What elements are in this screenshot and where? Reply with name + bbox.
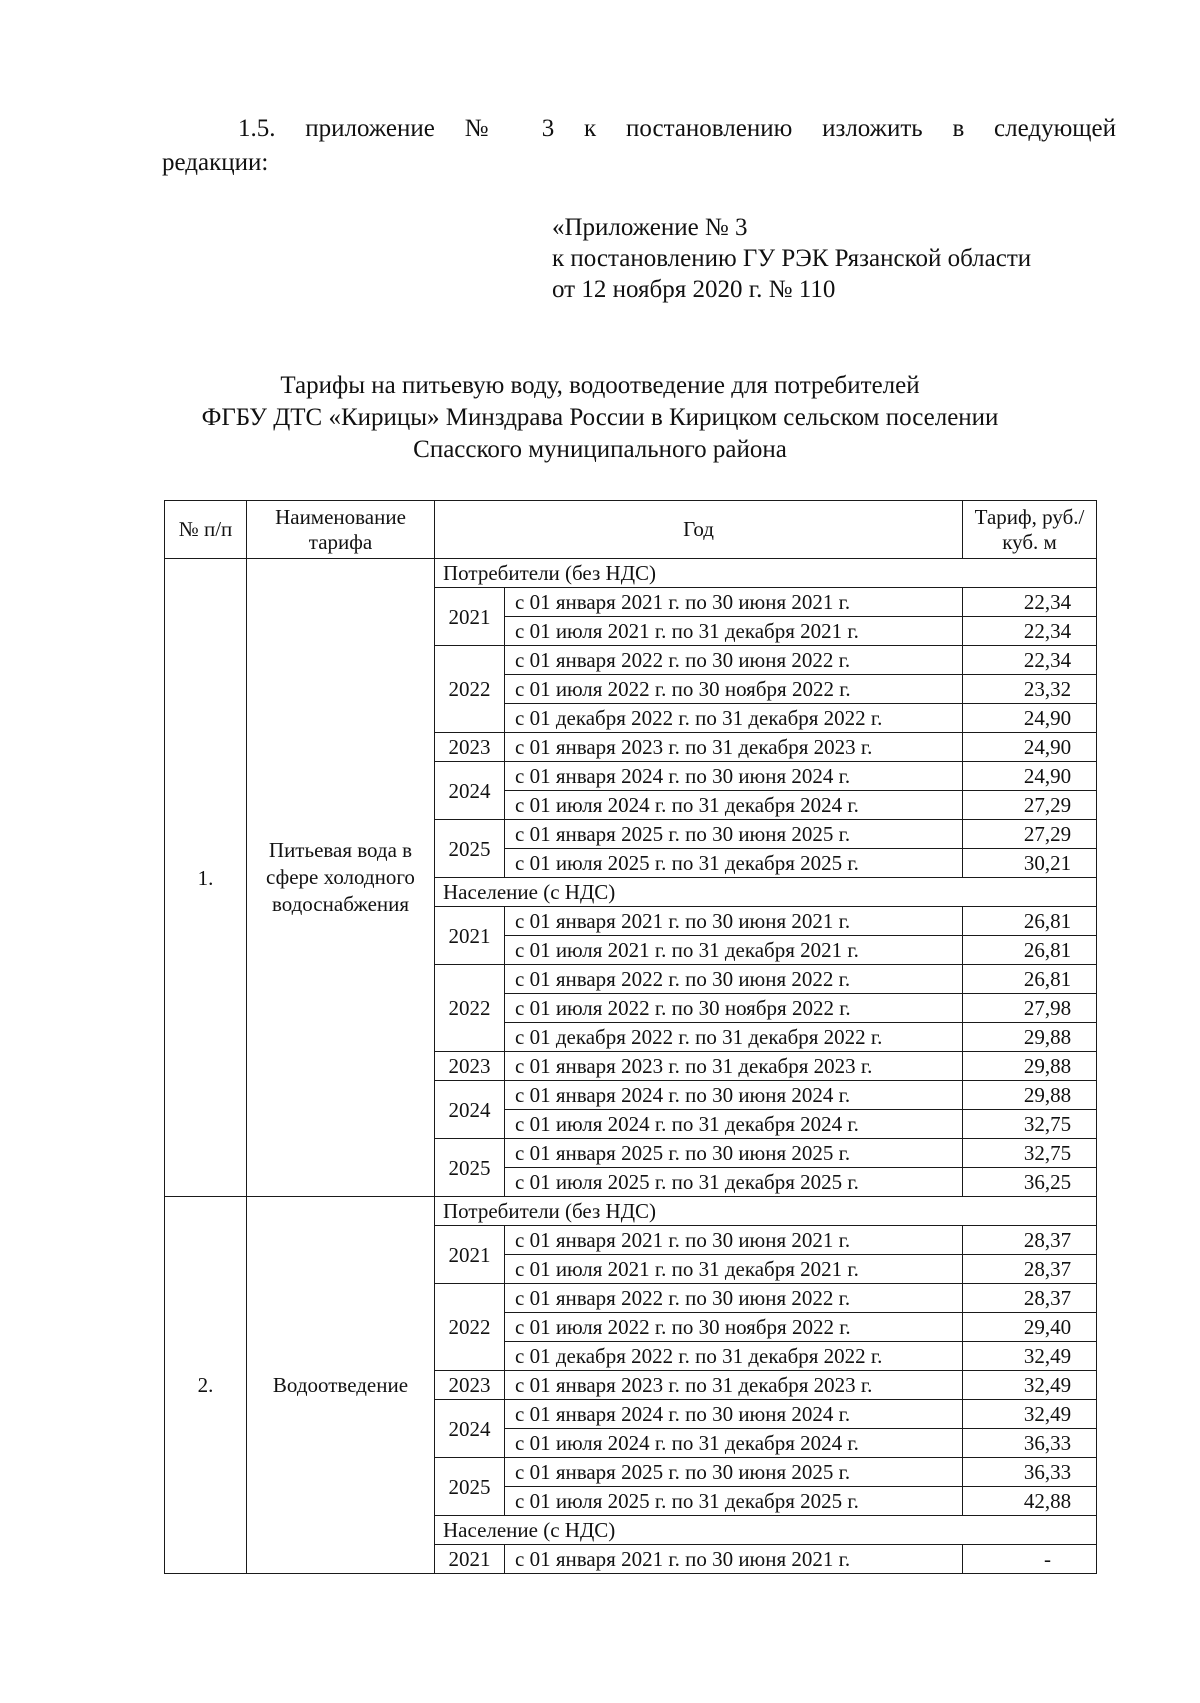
period-cell: с 01 января 2021 г. по 30 июня 2021 г. [505,1545,963,1574]
period-cell: с 01 июля 2025 г. по 31 декабря 2025 г. [505,1487,963,1516]
tariff-value-cell: 27,98 [963,994,1097,1023]
period-cell: с 01 января 2021 г. по 30 июня 2021 г. [505,1226,963,1255]
period-cell: с 01 декабря 2022 г. по 31 декабря 2022 г. [505,1342,963,1371]
intro-line: 1.5. приложение № 3 к постановлению изложить в следующей [238,115,1116,142]
tariff-value-cell: 36,33 [963,1458,1097,1487]
header-name: Наименование тарифа [247,501,435,559]
annex-line: от 12 ноября 2020 г. № 110 [552,276,836,303]
header-tariff: Тариф, руб./куб. м [963,501,1097,559]
year-cell: 2024 [435,1400,505,1458]
tariff-value-cell: 32,75 [963,1110,1097,1139]
intro-line: редакции: [162,149,269,176]
period-cell: с 01 июля 2021 г. по 31 декабря 2021 г. [505,936,963,965]
period-cell: с 01 июля 2021 г. по 31 декабря 2021 г. [505,617,963,646]
group-row [165,1197,1097,1226]
tariff-value-cell: 22,34 [963,588,1097,617]
year-cell: 2025 [435,1458,505,1516]
tariff-value-cell: 27,29 [963,820,1097,849]
period-cell: с 01 июля 2025 г. по 31 декабря 2025 г. [505,849,963,878]
tariff-value-cell: 29,88 [963,1052,1097,1081]
year-cell: 2022 [435,646,505,733]
period-cell: с 01 июля 2024 г. по 31 декабря 2024 г. [505,791,963,820]
period-cell: с 01 января 2025 г. по 30 июня 2025 г. [505,1139,963,1168]
period-cell: с 01 января 2022 г. по 30 июня 2022 г. [505,646,963,675]
year-cell: 2021 [435,1226,505,1284]
year-cell: 2024 [435,1081,505,1139]
consumer-group-label: Потребители (без НДС) [435,1197,1097,1226]
tariff-value-cell: 42,88 [963,1487,1097,1516]
period-cell: с 01 января 2024 г. по 30 июня 2024 г. [505,762,963,791]
title-line: Тарифы на питьевую воду, водоотведение для потребителей [280,372,920,399]
annex-line: «Приложение № 3 [552,214,748,241]
year-cell: 2025 [435,1139,505,1197]
year-cell: 2024 [435,762,505,820]
period-cell: с 01 июля 2022 г. по 30 ноября 2022 г. [505,1313,963,1342]
tariff-table [164,500,1097,1574]
tariff-number: 2. [165,1197,247,1574]
title-line: Спасского муниципального района [413,436,787,463]
table-body [165,559,1097,1574]
document-title [150,370,1050,466]
tariff-value-cell: 32,49 [963,1342,1097,1371]
period-cell: с 01 января 2023 г. по 31 декабря 2023 г. [505,733,963,762]
tariff-value-cell: 27,29 [963,791,1097,820]
tariff-value-cell: - [963,1545,1097,1574]
tariff-value-cell: 32,49 [963,1400,1097,1429]
annex-line: к постановлению ГУ РЭК Рязанской области [552,245,1032,272]
header-year: Год [435,501,963,559]
period-cell: с 01 января 2022 г. по 30 июня 2022 г. [505,1284,963,1313]
year-cell: 2023 [435,1371,505,1400]
period-cell: с 01 июля 2024 г. по 31 декабря 2024 г. [505,1429,963,1458]
tariff-value-cell: 28,37 [963,1255,1097,1284]
tariff-value-cell: 29,88 [963,1081,1097,1110]
consumer-group-label: Население (с НДС) [435,1516,1097,1545]
period-cell: с 01 января 2024 г. по 30 июня 2024 г. [505,1400,963,1429]
period-cell: с 01 июля 2022 г. по 30 ноября 2022 г. [505,994,963,1023]
period-cell: с 01 января 2025 г. по 30 июня 2025 г. [505,1458,963,1487]
period-cell: с 01 июля 2021 г. по 31 декабря 2021 г. [505,1255,963,1284]
consumer-group-label: Население (с НДС) [435,878,1097,907]
year-cell: 2021 [435,907,505,965]
group-row [165,559,1097,588]
year-cell: 2023 [435,1052,505,1081]
annex-header [552,212,1132,305]
year-cell: 2022 [435,965,505,1052]
tariff-number: 1. [165,559,247,1197]
intro-paragraph [162,112,1116,180]
tariff-name: Питьевая вода в сфере холодного водоснабжения [247,559,435,1197]
tariff-value-cell: 22,34 [963,646,1097,675]
tariff-value-cell: 36,25 [963,1168,1097,1197]
period-cell: с 01 июля 2025 г. по 31 декабря 2025 г. [505,1168,963,1197]
tariff-value-cell: 36,33 [963,1429,1097,1458]
tariff-value-cell: 26,81 [963,965,1097,994]
period-cell: с 01 января 2023 г. по 31 декабря 2023 г. [505,1371,963,1400]
tariff-value-cell: 24,90 [963,733,1097,762]
tariff-value-cell: 28,37 [963,1226,1097,1255]
year-cell: 2025 [435,820,505,878]
period-cell: с 01 декабря 2022 г. по 31 декабря 2022 г. [505,1023,963,1052]
period-cell: с 01 июля 2024 г. по 31 декабря 2024 г. [505,1110,963,1139]
period-cell: с 01 января 2021 г. по 30 июня 2021 г. [505,907,963,936]
period-cell: с 01 июля 2022 г. по 30 ноября 2022 г. [505,675,963,704]
consumer-group-label: Потребители (без НДС) [435,559,1097,588]
tariff-value-cell: 30,21 [963,849,1097,878]
period-cell: с 01 января 2023 г. по 31 декабря 2023 г. [505,1052,963,1081]
tariff-value-cell: 29,88 [963,1023,1097,1052]
tariff-value-cell: 26,81 [963,907,1097,936]
year-cell: 2023 [435,733,505,762]
title-line: ФГБУ ДТС «Кирицы» Минздрава России в Кирицком сельском поселении [201,404,999,431]
tariff-value-cell: 32,75 [963,1139,1097,1168]
tariff-name: Водоотведение [247,1197,435,1574]
header-num: № п/п [165,501,247,559]
period-cell: с 01 января 2025 г. по 30 июня 2025 г. [505,820,963,849]
year-cell: 2021 [435,1545,505,1574]
period-cell: с 01 января 2022 г. по 30 июня 2022 г. [505,965,963,994]
tariff-value-cell: 24,90 [963,762,1097,791]
tariff-value-cell: 23,32 [963,675,1097,704]
year-cell: 2021 [435,588,505,646]
tariff-value-cell: 26,81 [963,936,1097,965]
tariff-value-cell: 28,37 [963,1284,1097,1313]
period-cell: с 01 января 2024 г. по 30 июня 2024 г. [505,1081,963,1110]
period-cell: с 01 января 2021 г. по 30 июня 2021 г. [505,588,963,617]
tariff-value-cell: 32,49 [963,1371,1097,1400]
table-header-row [165,501,1097,559]
period-cell: с 01 декабря 2022 г. по 31 декабря 2022 г. [505,704,963,733]
tariff-value-cell: 22,34 [963,617,1097,646]
year-cell: 2022 [435,1284,505,1371]
tariff-value-cell: 24,90 [963,704,1097,733]
tariff-value-cell: 29,40 [963,1313,1097,1342]
